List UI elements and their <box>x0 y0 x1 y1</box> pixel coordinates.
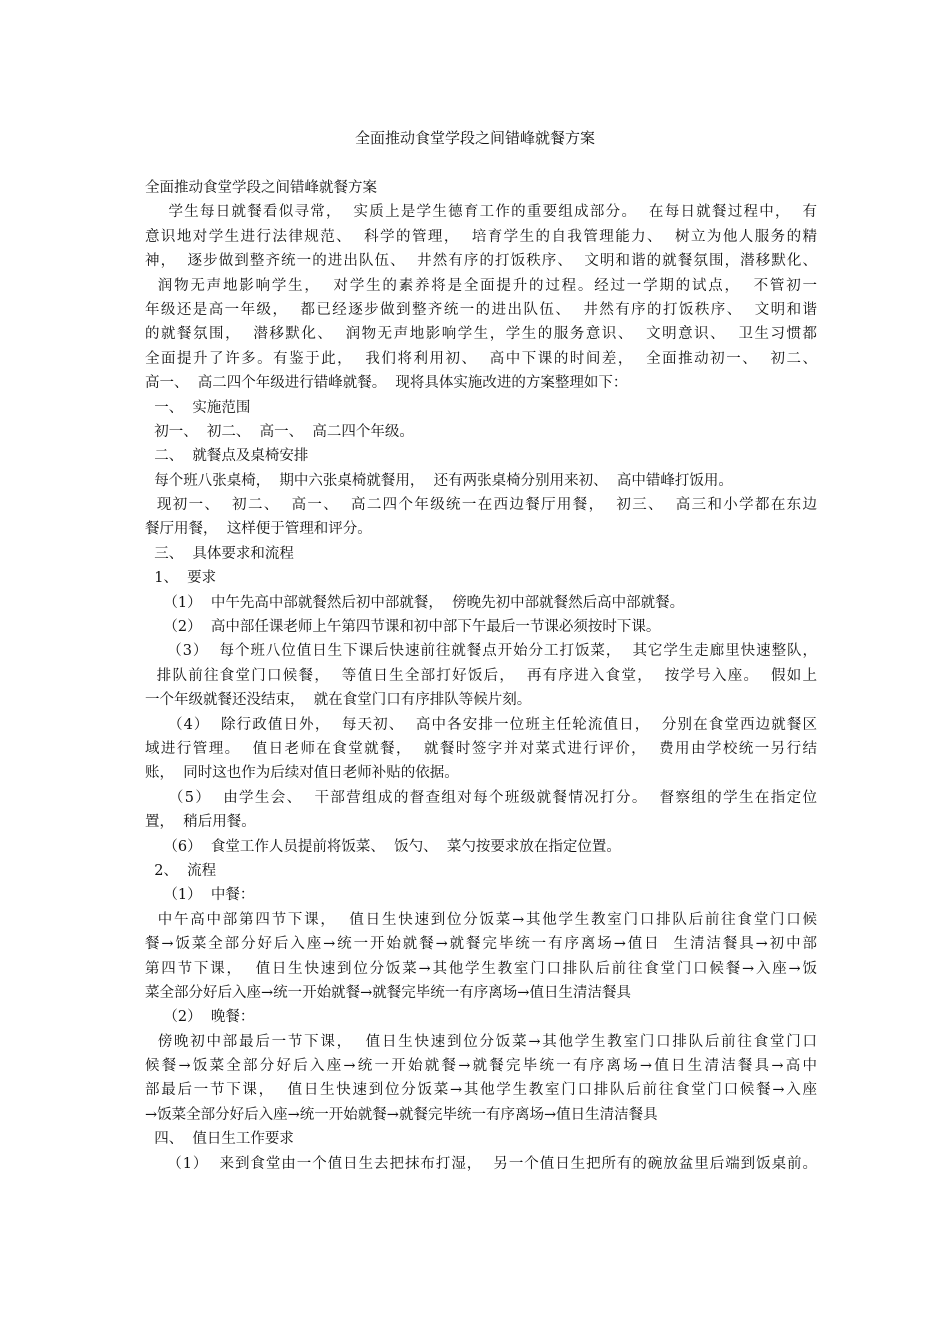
text-line: 高一、 高二四个年级进行错峰就餐。 现将具体实施改进的方案整理如下： <box>145 375 628 392</box>
text-line: 一、 实施范围 <box>145 399 251 416</box>
text-line: 傍晚初中部最后一节下课， 值日生快速到位分饭菜→其他学生教室门口排队后前往食堂门口 <box>145 1033 817 1050</box>
document-heading: 全面推动食堂学段之间错峰就餐方案 <box>145 180 377 196</box>
text-line: 账， 同时这也作为后续对值日老师补贴的依据。 <box>145 765 459 782</box>
text-line: （2） 晚餐： <box>145 1009 255 1026</box>
text-line: （6） 食堂工作人员提前将饭菜、 饭勺、 菜勺按要求放在指定位置。 <box>145 838 621 855</box>
document-body <box>145 176 817 1176</box>
text-line: （5） 由学生会、 干部营组成的督查组对每个班级就餐情况打分。 督察组的学生在指定位 <box>145 789 817 806</box>
text-line: 中午高中部第四节下课， 值日生快速到位分饭菜→其他学生教室门口排队后前往食堂门口候 <box>145 911 817 928</box>
text-line: 部最后一节下课， 值日生快速到位分饭菜→其他学生教室门口排队后前往食堂门口候餐→入座 <box>145 1082 817 1099</box>
text-line: 现初一、 初二、 高一、 高二四个年级统一在西边餐厅用餐， 初三、 高三和小学都在东边 <box>145 497 817 514</box>
text-line: 初一、 初二、 高一、 高二四个年级。 <box>145 423 414 440</box>
text-line: 意识地对学生进行法律规范、 科学的管理， 培育学生的自我管理能力、 树立为他人服务的精 <box>145 228 817 245</box>
text-line: 每个班八张桌椅， 期中六张桌椅就餐用， 还有两张桌椅分别用来初、 高中错峰打饭用。 <box>145 472 733 489</box>
text-line: 1、 要求 <box>145 570 217 587</box>
text-line: （1） 中餐： <box>145 887 255 904</box>
text-line: 排队前往食堂门口候餐， 等值日生全部打好饭后， 再有序进入食堂， 按学号入座。 假如上 <box>145 667 817 684</box>
text-line: 二、 就餐点及桌椅安排 <box>145 448 309 465</box>
text-line: 四、 值日生工作要求 <box>145 1131 294 1148</box>
text-line: 第四节下课， 值日生快速到位分饭菜→其他学生教室门口排队后前往食堂门口候餐→入座→饭 <box>145 960 817 977</box>
text-line: 餐→饭菜全部分好后入座→统一开始就餐→就餐完毕统一有序离场→值日 生清洁餐具→初中部 <box>145 936 817 953</box>
text-line: 置， 稍后用餐。 <box>145 814 256 831</box>
text-line: 学生每日就餐看似寻常， 实质上是学生德育工作的重要组成部分。 在每日就餐过程中， 有 <box>145 204 817 221</box>
text-line: 菜全部分好后入座→统一开始就餐→就餐完毕统一有序离场→值日生清洁餐具 <box>145 984 631 1001</box>
text-line: （1） 中午先高中部就餐然后初中部就餐， 傍晚先初中部就餐然后高中部就餐。 <box>145 594 685 611</box>
text-line: 年级还是高一年级， 都已经逐步做到整齐统一的进出队伍、 井然有序的打饭秩序、 文明和谐 <box>145 301 817 318</box>
text-line: （1） 来到食堂由一个值日生去把抹布打湿， 另一个值日生把所有的碗放盆里后端到饭桌前。 <box>145 1155 817 1172</box>
text-line: 神， 逐步做到整齐统一的进出队伍、 井然有序的打饭秩序、 文明和谐的就餐氛围，潜移默化、 <box>145 253 817 270</box>
text-line: （3） 每个班八位值日生下课后快速前往就餐点开始分工打饭菜， 其它学生走廊里快速整队， <box>145 643 817 660</box>
text-line: 的就餐氛围， 潜移默化、 润物无声地影响学生，学生的服务意识、 文明意识、 卫生习惯都 <box>145 326 817 343</box>
text-line: 候餐→饭菜全部分好后入座→统一开始就餐→就餐完毕统一有序离场→值日生清洁餐具→高中 <box>145 1058 817 1075</box>
text-line: →饭菜全部分好后入座→统一开始就餐→就餐完毕统一有序离场→值日生清洁餐具 <box>145 1106 658 1123</box>
text-line: 域进行管理。 值日老师在食堂就餐， 就餐时签字并对菜式进行评价， 费用由学校统一另行结 <box>145 740 817 757</box>
text-line: 一个年级就餐还没结束， 就在食堂门口有序排队等候片刻。 <box>145 692 532 709</box>
text-line: 全面提升了许多。有鉴于此， 我们将利用初、 高中下课的时间差， 全面推动初一、 初二、 <box>145 350 817 367</box>
text-line: （4） 除行政值日外， 每天初、 高中各安排一位班主任轮流值日， 分别在食堂西边就餐区 <box>145 716 817 733</box>
text-line: 2、 流程 <box>145 862 217 879</box>
text-line: 三、 具体要求和流程 <box>145 545 294 562</box>
text-line: 润物无声地影响学生， 对学生的素养将是全面提升的过程。经过一学期的试点， 不管初一 <box>145 277 817 294</box>
page-title: 全面推动食堂学段之间错峰就餐方案 <box>354 129 595 147</box>
text-line: （2） 高中部任课老师上午第四节课和初中部下午最后一节课必须按时下课。 <box>145 619 661 636</box>
text-line: 餐厅用餐， 这样便于管理和评分。 <box>145 521 372 538</box>
